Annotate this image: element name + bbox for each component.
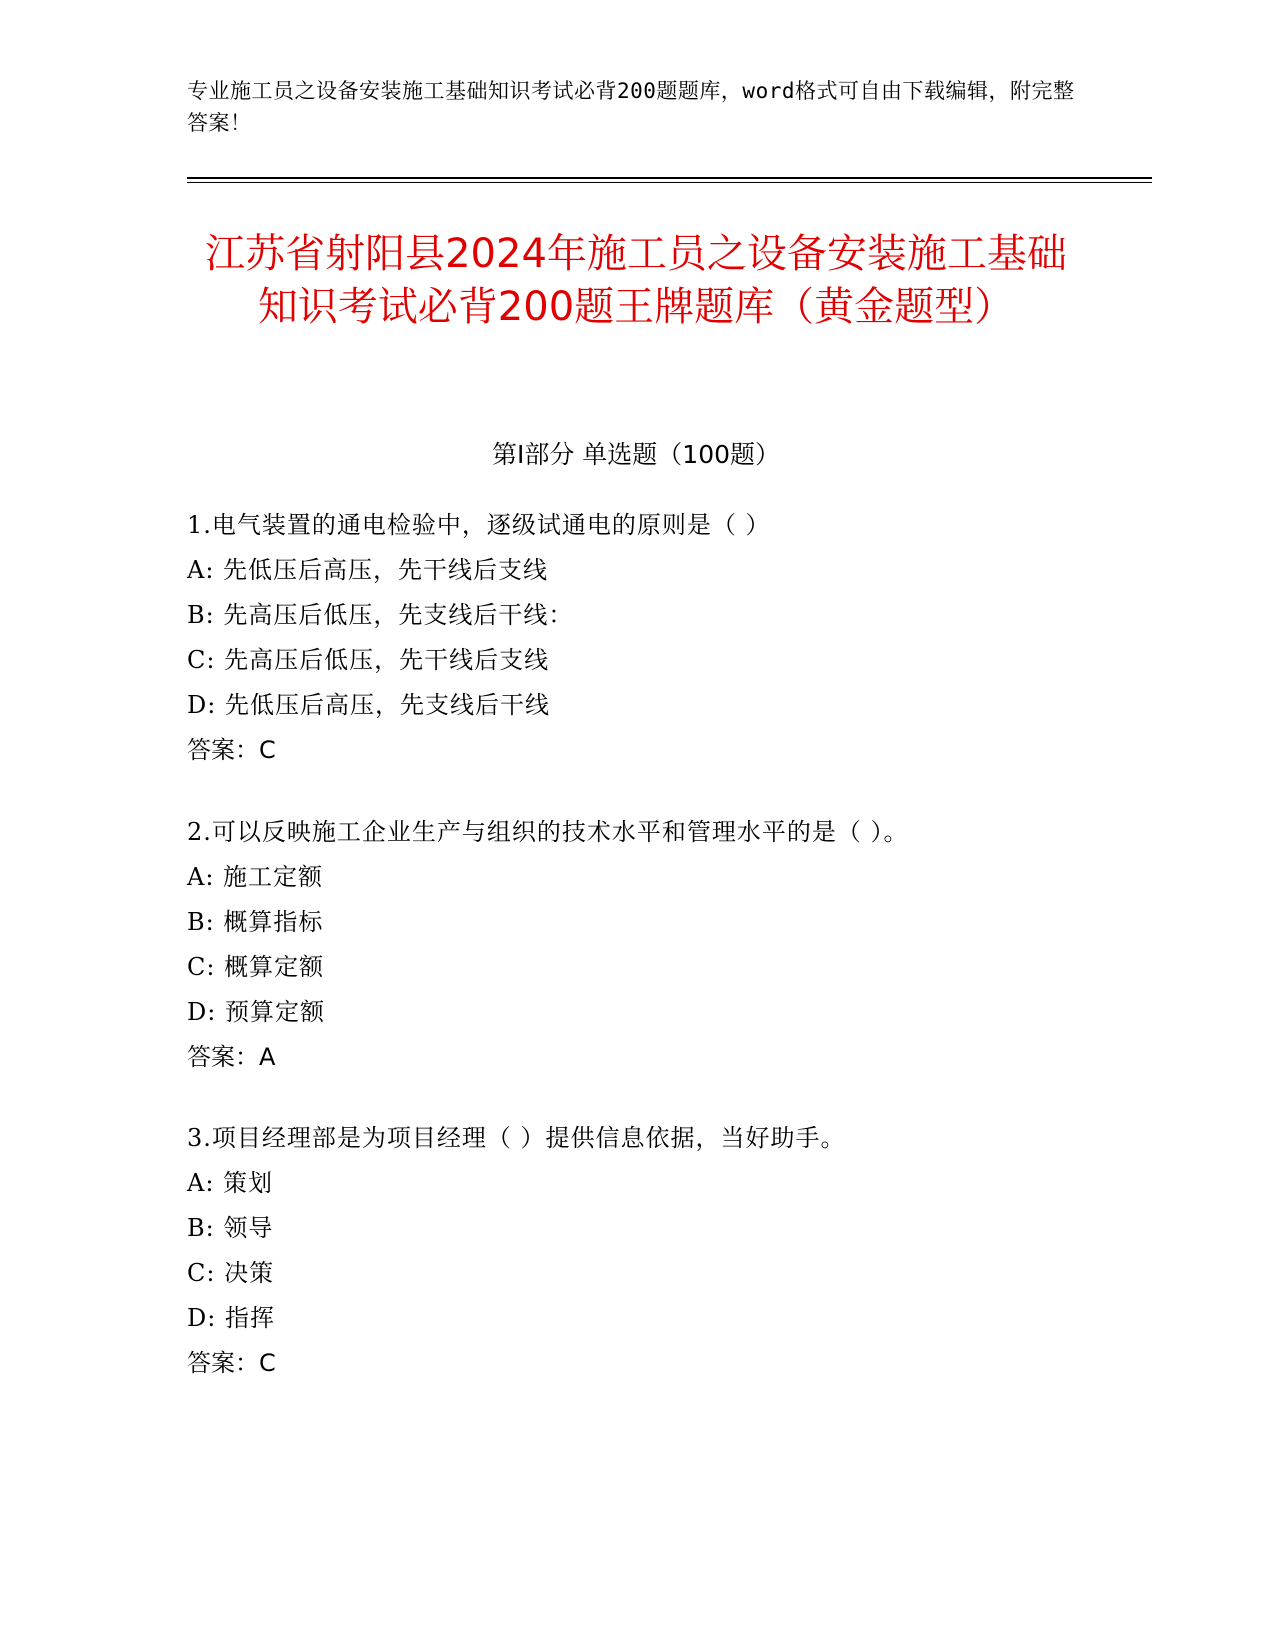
- header-rule-thick: [187, 177, 1152, 179]
- answer-line: 答案：C: [187, 736, 276, 764]
- answer-line: 答案：C: [187, 1349, 276, 1377]
- option-c: C: 概算定额: [187, 953, 325, 981]
- option-c: C: 先高压后低压，先干线后支线: [187, 646, 550, 674]
- option-b: B: 概算指标: [187, 908, 324, 936]
- option-a: A: 先低压后高压，先干线后支线: [187, 556, 549, 584]
- option-d: D: 指挥: [187, 1304, 275, 1332]
- document-title: 江苏省射阳县2024年施工员之设备安装施工基础知识考试必背200题王牌题库（黄金题型）: [205, 231, 1067, 330]
- header-rule-thin: [187, 182, 1152, 183]
- section-heading: 第Ⅰ部分 单选题（100题）: [491, 440, 781, 469]
- question-stem: 1.电气装置的通电检验中，逐级试通电的原则是（ ）: [187, 511, 771, 539]
- question-2: [187, 810, 1147, 1080]
- option-b: B: 先高压后低压，先支线后干线：: [187, 601, 574, 629]
- header-note: 专业施工员之设备安装施工基础知识考试必背200题题库，word格式可自由下载编辑，附完整答案！: [187, 79, 1075, 135]
- question-3: [187, 1116, 1147, 1386]
- answer-line: 答案：A: [187, 1043, 276, 1071]
- option-a: A: 策划: [187, 1169, 274, 1197]
- question-1: [187, 503, 1147, 773]
- option-d: D: 先低压后高压，先支线后干线: [187, 691, 550, 719]
- question-stem: 3.项目经理部是为项目经理（ ）提供信息依据，当好助手。: [187, 1124, 846, 1152]
- option-c: C: 决策: [187, 1259, 275, 1287]
- option-a: A: 施工定额: [187, 863, 324, 891]
- option-b: B: 领导: [187, 1214, 274, 1242]
- option-d: D: 预算定额: [187, 998, 325, 1026]
- question-stem: 2.可以反映施工企业生产与组织的技术水平和管理水平的是（ ）。: [187, 818, 909, 846]
